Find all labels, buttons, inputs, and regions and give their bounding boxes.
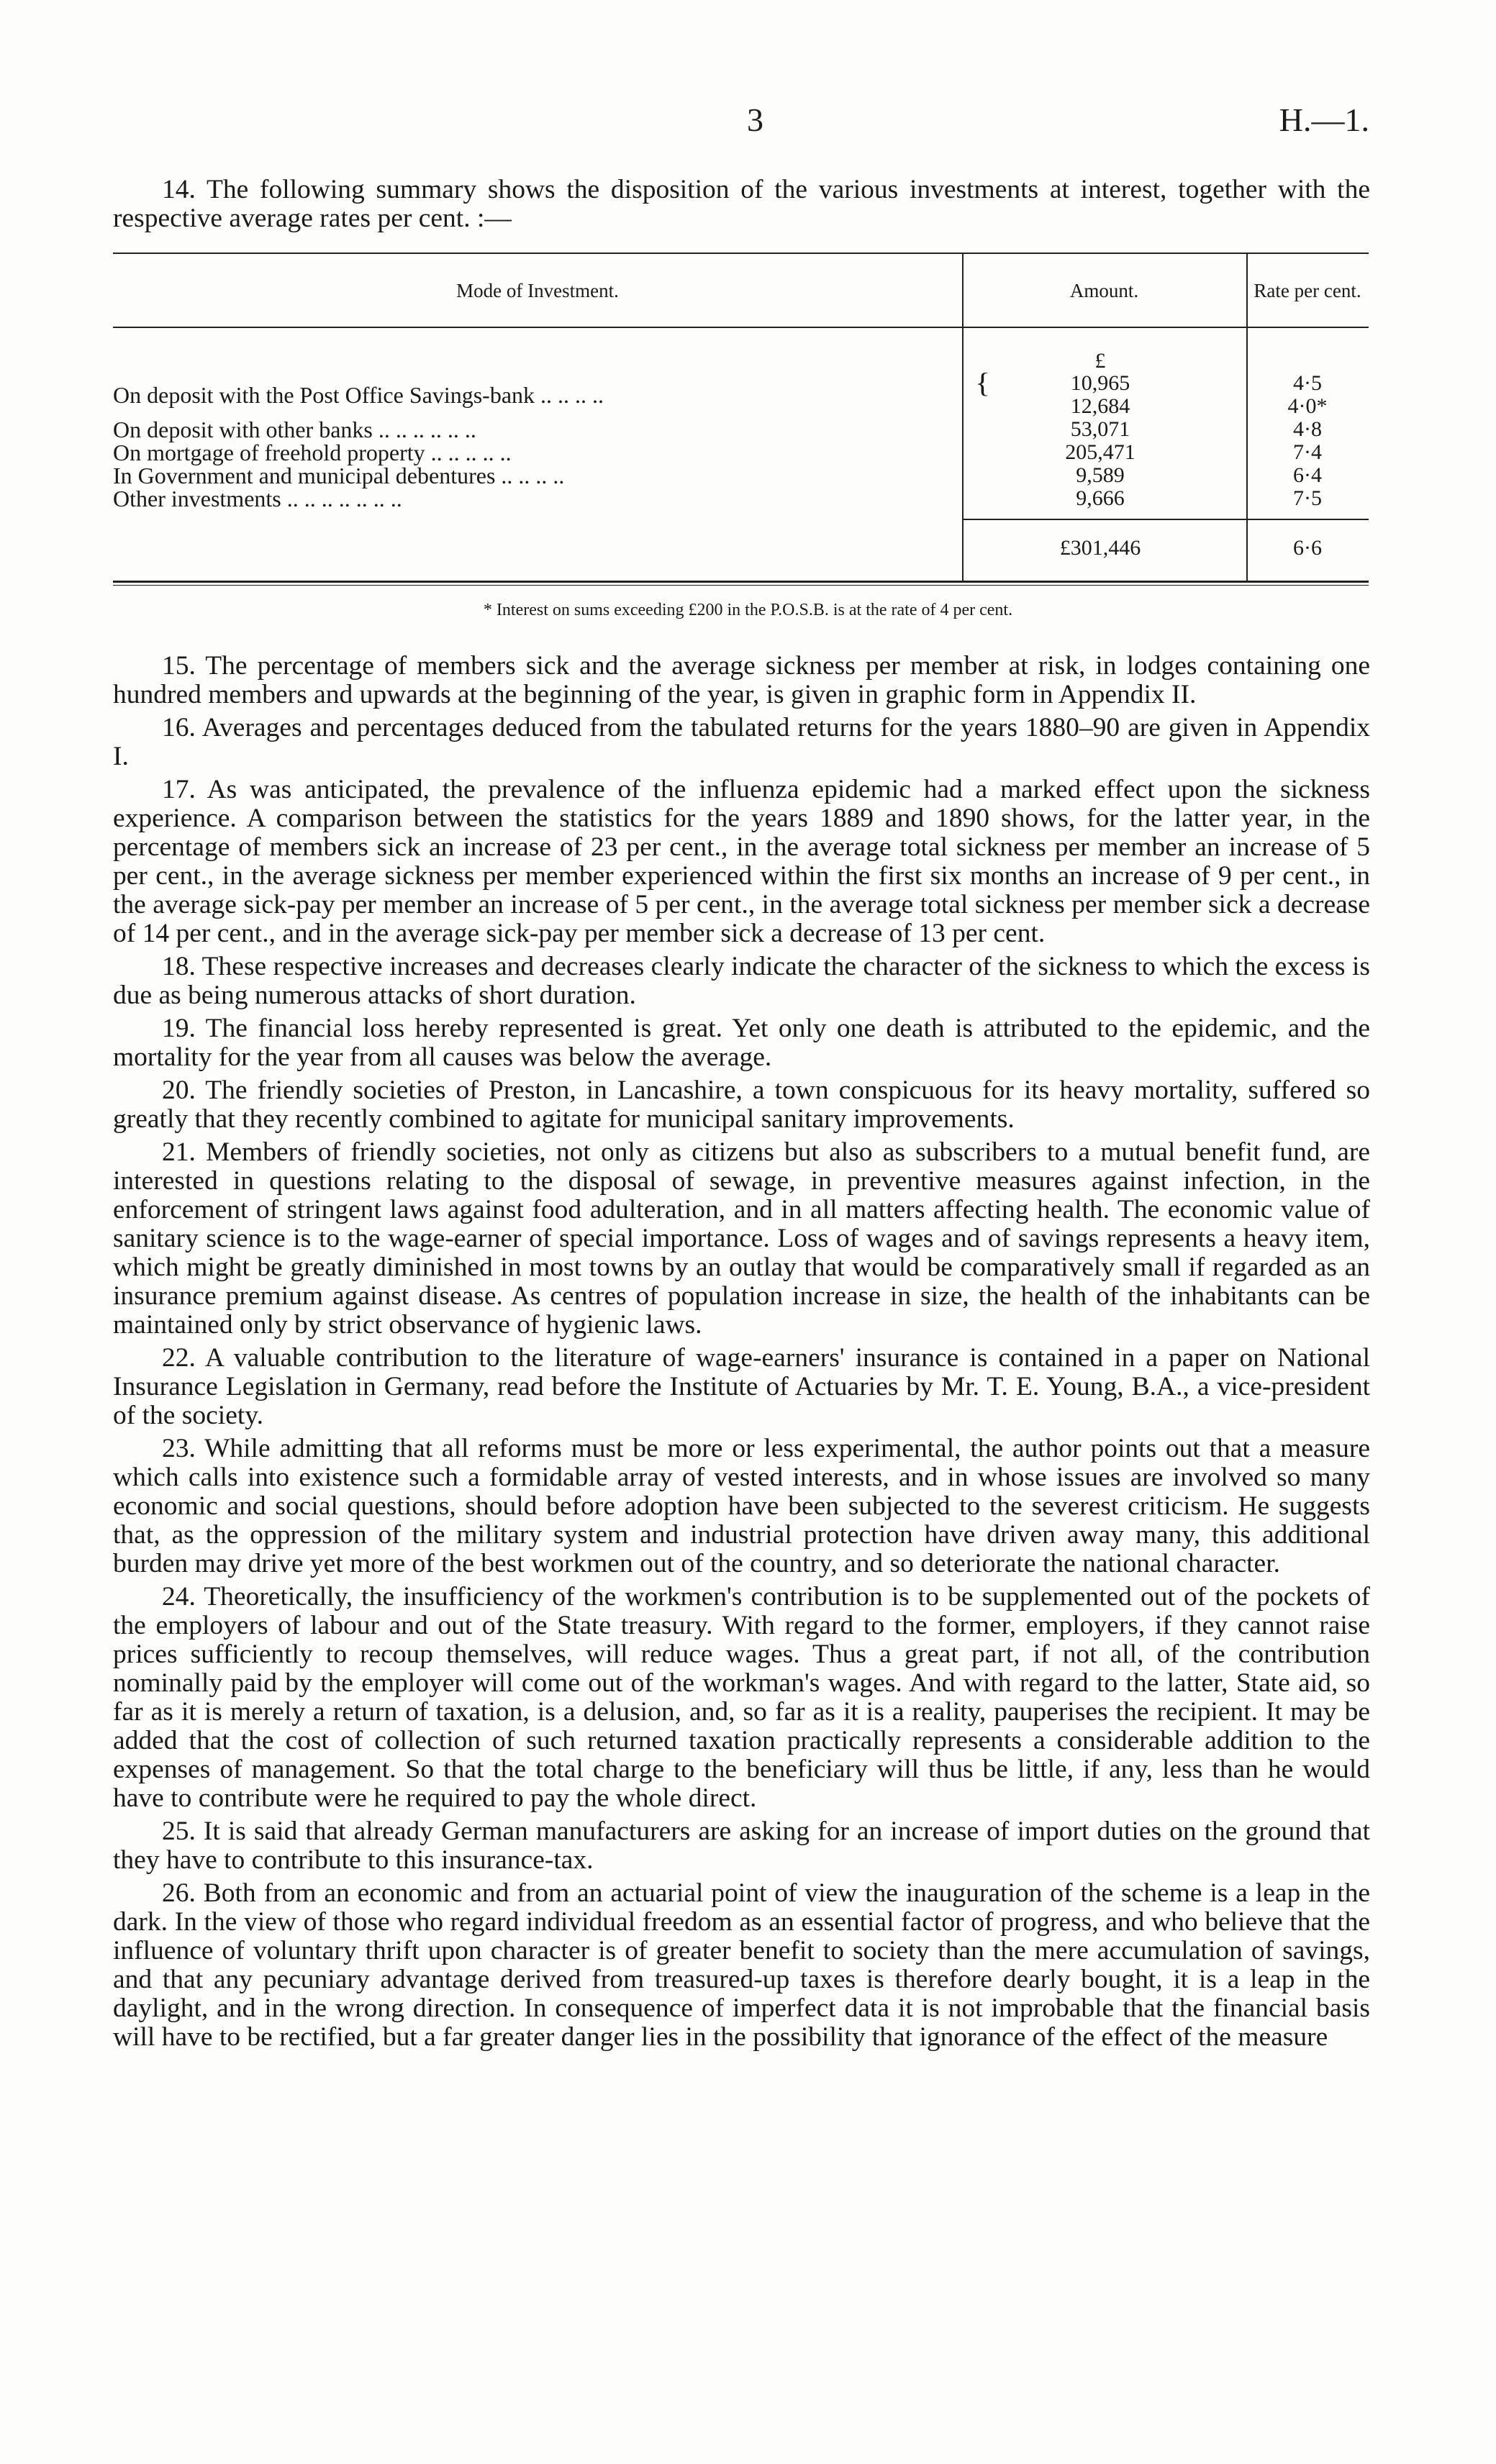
body-text: [113, 652, 1370, 2056]
paragraph: 22. A valuable contribution to the literature of wage-earners' insurance is contained in a paper on National Insurance Legislation in Germany, read before the Institute of Actuaries by Mr. T. E. Young, B.A., a vice-president of the society.: [113, 1343, 1370, 1430]
total-rule: [962, 519, 1369, 520]
amount-cell: 205,471: [1065, 440, 1135, 464]
document-reference: H.—1.: [1279, 101, 1369, 138]
table-bottom-rule: [113, 581, 1369, 583]
rate-cell: 7·5: [1293, 486, 1322, 510]
paragraph: 18. These respective increases and decreases clearly indicate the character of the sickness to which the excess is due as being numerous attacks of short duration.: [113, 952, 1370, 1010]
row-label: In Government and municipal debentures .. .. .. ..: [113, 463, 565, 488]
paragraph: 25. It is said that already German manufacturers are asking for an increase of import duties on the ground that they have to contribute to this insurance-tax.: [113, 1817, 1370, 1875]
paragraph: 17. As was anticipated, the prevalence of the influenza epidemic had a marked effect upon the sickness experience. A comparison between the statistics for the years 1889 and 1890 shows, for the latter year, in the percentage of members sick an increase of 23 per cent., in the average total sickness per member an increase of 5 per cent., in the average sickness per member experienced within the first six months an increase of 9 per cent., in the average sick-pay per member an increase of 5 per cent., in the average total sickness per member sick a decrease of 14 per cent., and in the average sick-pay per member sick a decrease of 13 per cent.: [113, 775, 1370, 948]
paragraph: 24. Theoretically, the insufficiency of the workmen's contribution is to be supplemented out of the pockets of the employers of labour and out of the State treasury. With regard to the former, employers, if they cannot raise prices sufficiently to recoup themselves, will reduce wages. Thus a great part, if not all, of the contribution nominally paid by the employer will come out of the workman's wages. And with regard to the latter, State aid, so far as it is merely a return of taxation, is a delusion, and, so far as it is a reality, pauperises the recipient. It may be added that the cost of collection of such returned taxation practically represents a considerable addition to the expenses of management. So that the total charge to the beneficiary will thus be little, if any, less than he would have to contribute were he required to pay the whole direct.: [113, 1582, 1370, 1813]
amount-cell: 53,071: [1070, 417, 1130, 441]
rate-cell: 6·4: [1293, 463, 1322, 487]
row-label: On deposit with other banks .. .. .. .. .. ..: [113, 417, 476, 442]
amount-cell: 10,965: [1070, 371, 1130, 395]
paragraph: 26. Both from an economic and from an actuarial point of view the inauguration of the scheme is a leap in the dark. In the view of those who regard individual freedom as an essential factor of progress, and who believe that the influence of voluntary thrift upon character is of greater benefit to society than the mere accumulation of savings, and that any pecuniary advantage derived from treasured-up taxes is therefore dearly bought, it is a leap in the daylight, and in the wrong direction. In consequence of imperfect data it is not improbable that the financial basis will have to be rectified, but a far greater danger lies in the possibility that ignorance of the effect of the measure: [113, 1878, 1370, 2052]
rate-cell: 4·5: [1293, 371, 1322, 395]
table-footnote: * Interest on sums exceeding £200 in the P.O.S.B. is at the rate of 4 per cent.: [483, 601, 1013, 619]
paragraph: 19. The financial loss hereby represented is great. Yet only one death is attributed to the epidemic, and the mortality for the year from all causes was below the average.: [113, 1014, 1370, 1072]
table-bottom-rule: [113, 585, 1369, 586]
total-rate: 6·6: [1293, 536, 1322, 560]
amount-cell: 9,666: [1076, 486, 1125, 510]
paragraph: 21. Members of friendly societies, not only as citizens but also as subscribers to a mutual benefit fund, are interested in questions relating to the disposal of sewage, in preventive measures against infection, in the enforcement of stringent laws against food adulteration, and in all matters affecting health. The economic value of sanitary science is to the wage-earner of special importance. Loss of wages and of savings represents a heavy item, which might be greatly diminished in most towns by an outlay that would be comparatively small if regarded as an insurance premium against disease. As centres of population increase in size, the health of the inhabitants can be maintained only by strict observance of hygienic laws.: [113, 1137, 1370, 1340]
row-label: Other investments .. .. .. .. .. .. ..: [113, 486, 402, 512]
header-amount: Amount.: [1069, 280, 1139, 301]
amount-cell: 9,589: [1076, 463, 1125, 487]
paragraph: 20. The friendly societies of Preston, in Lancashire, a town conspicuous for its heavy mortality, suffered so greatly that they recently combined to agitate for municipal sanitary improvements.: [113, 1076, 1370, 1134]
intro-section: [113, 176, 1370, 233]
rate-cell: 7·4: [1293, 440, 1322, 464]
header-rate: Rate per cent.: [1254, 280, 1361, 301]
paragraph: 23. While admitting that all reforms must be more or less experimental, the author points out that a measure which calls into existence such a formidable array of vested interests, and in whose issues are involved so many economic and social questions, should before adoption have been subjected to the severest criticism. He suggests that, as the oppression of the military system and industrial protection have driven away many, this additional burden may drive yet more of the best workmen out of the country, and so deteriorate the national character.: [113, 1434, 1370, 1578]
brace-symbol: {: [975, 367, 991, 399]
table-top-rule: [113, 253, 1369, 254]
paragraph-14: 14. The following summary shows the disposition of the various investments at interest, together with the respective average rates per cent. :—: [113, 175, 1370, 233]
header-mode: Mode of Investment.: [456, 280, 619, 301]
paragraph: 15. The percentage of members sick and the average sickness per member at risk, in lodges containing one hundred members and upwards at the beginning of the year, is given in graphic form in Appendix II.: [113, 651, 1370, 709]
page-number: 3: [747, 101, 763, 138]
row-label: On deposit with the Post Office Savings-bank .. .. .. ..: [113, 382, 604, 408]
table-header-rule: [113, 327, 1369, 328]
amount-cell: 12,684: [1070, 394, 1130, 418]
rate-cell: 4·8: [1293, 417, 1322, 441]
row-label: On mortgage of freehold property .. .. .. .. ..: [113, 440, 512, 465]
currency-symbol: £: [1094, 349, 1106, 373]
paragraph: 16. Averages and percentages deduced from the tabulated returns for the years 1880–90 are given in Appendix I.: [113, 713, 1370, 771]
total-amount: £301,446: [1059, 536, 1141, 560]
rate-cell: 4·0*: [1287, 394, 1328, 418]
